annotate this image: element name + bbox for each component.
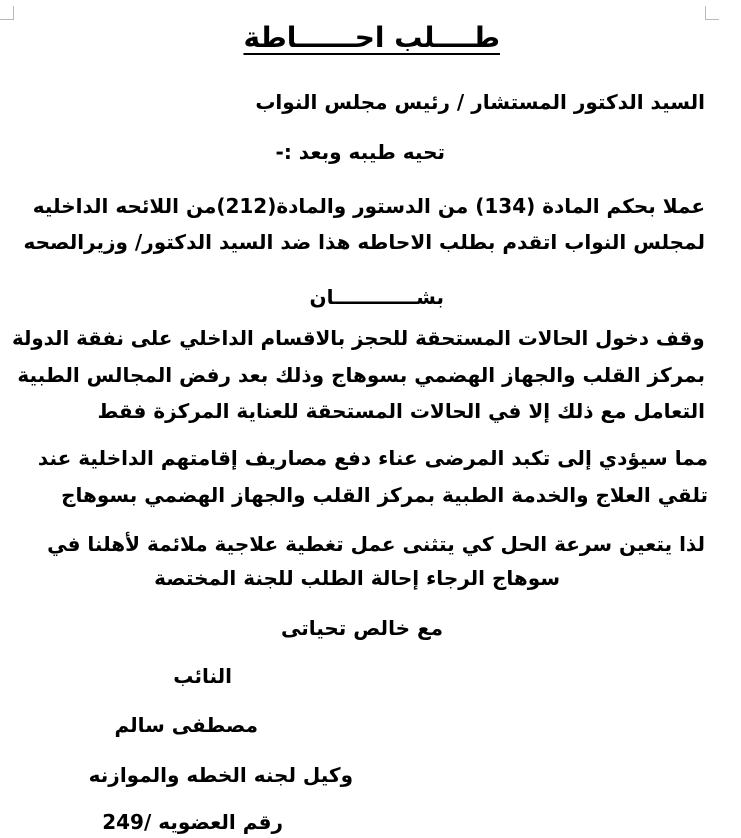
signature-position: وكيل لجنه الخطه والموازنه bbox=[88, 763, 353, 787]
document-title: طــــلب احــــــاطة bbox=[243, 21, 500, 54]
signature-name: مصطفى سالم bbox=[114, 713, 258, 737]
closing-line: مع خالص تحياتى bbox=[280, 616, 443, 640]
margin-corner-mark-left bbox=[0, 6, 14, 20]
paragraph-2-line-1: مما سيؤدي إلى تكبد المرضى عناء دفع مصاريف إقامتهم الداخلية عند bbox=[37, 446, 708, 470]
paragraph-1-line-3: التعامل مع ذلك إلا في الحالات المستحقة للعناية المركزة فقط bbox=[97, 399, 705, 423]
margin-corner-mark-right bbox=[705, 6, 719, 20]
intro-line-2: لمجلس النواب اتقدم بطلب الاحاطه هذا ضد السيد الدكتور/ وزيرالصحه bbox=[23, 230, 705, 254]
greeting-line: تحيه طيبه وبعد :- bbox=[275, 140, 445, 164]
membership-number: رقم العضويه /249 bbox=[102, 810, 283, 834]
intro-line-1: عملا بحكم المادة (134) من الدستور والمادة(212)من اللائحه الداخليه bbox=[32, 194, 705, 218]
paragraph-1-line-1: وقف دخول الحالات المستحقة للحجز بالاقسام الداخلي على نفقة الدولة bbox=[12, 326, 705, 350]
paragraph-3-line-2: سوهاج الرجاء إحالة الطلب للجنة المختصة bbox=[154, 566, 560, 590]
subject-heading: بشــــــــــــان bbox=[309, 285, 444, 309]
paragraph-1-line-2: بمركز القلب والجهاز الهضمي بسوهاج وذلك بعد رفض المجالس الطبية bbox=[17, 363, 705, 387]
paragraph-2-line-2: تلقي العلاج والخدمة الطبية بمركز القلب والجهاز الهضمي بسوهاج bbox=[61, 483, 708, 507]
paragraph-3-line-1: لذا يتعين سرعة الحل كي يتثنى عمل تغطية علاجية ملائمة لأهلنا في bbox=[47, 532, 705, 556]
signature-role: النائب bbox=[173, 664, 232, 688]
addressee-line: السيد الدكتور المستشار / رئيس مجلس النواب bbox=[255, 90, 705, 114]
